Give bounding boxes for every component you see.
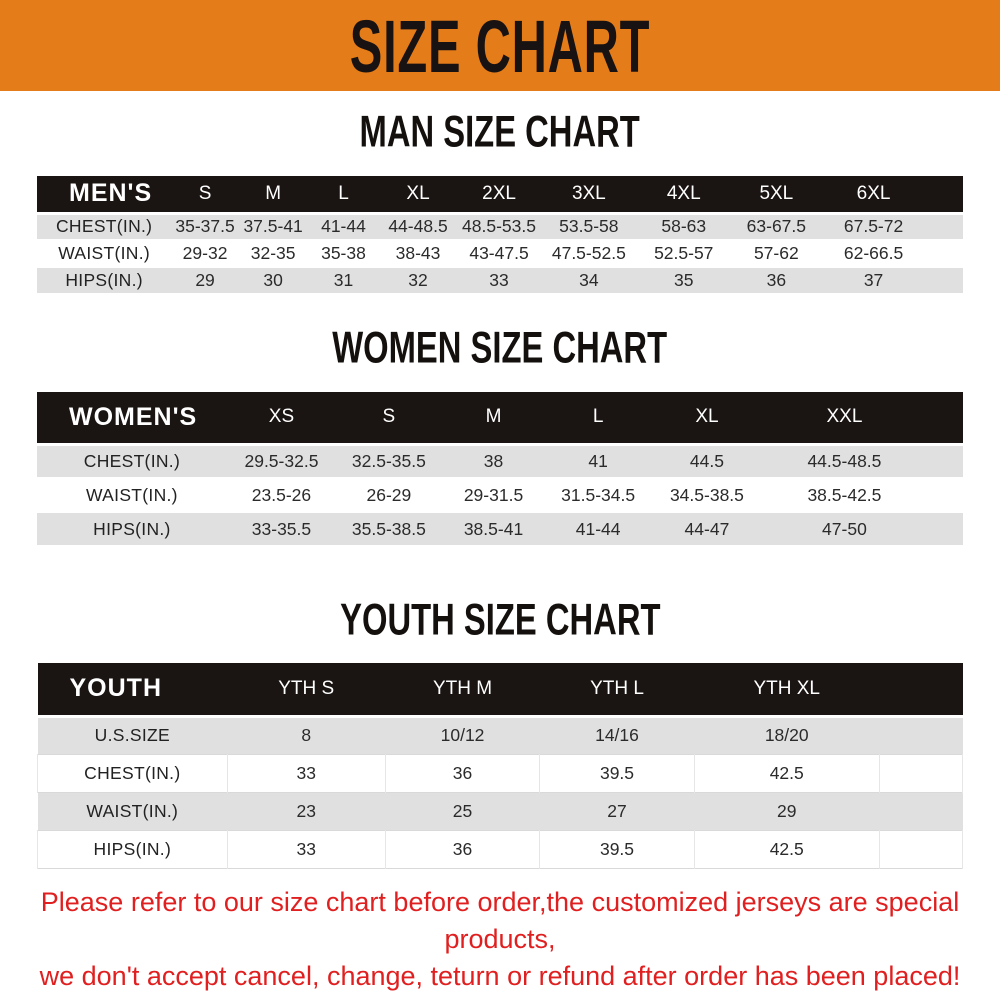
women-section-heading-text: WOMEN SIZE CHART — [332, 322, 668, 373]
youth-size-table — [37, 663, 963, 869]
spacer-cell — [926, 213, 963, 240]
size-cell: 35.5-38.5 — [351, 518, 426, 539]
size-cell: 27 — [607, 800, 627, 821]
column-header: 3XL — [571, 182, 606, 204]
youth-header-row — [38, 663, 963, 716]
size-cell: 30 — [263, 270, 283, 290]
size-cell: 33 — [227, 754, 385, 792]
size-cell: 36 — [385, 754, 539, 792]
order-policy-note — [0, 884, 1000, 995]
size-cell: 8 — [301, 725, 312, 745]
column-header: M — [485, 406, 502, 428]
size-cell: 33-35.5 — [251, 518, 312, 539]
size-cell: 29-31.5 — [463, 484, 524, 505]
order-policy-line-2: we don't accept cancel, change, teturn or refund after order has been placed! — [39, 960, 961, 991]
table-row — [37, 213, 963, 240]
spacer-cell — [879, 663, 962, 716]
size-cell: 29.5-32.5 — [244, 450, 319, 471]
size-cell: 41-44 — [321, 216, 366, 237]
row-label: CHEST(IN.) — [38, 754, 228, 792]
size-cell: 37 — [863, 270, 884, 290]
spacer-cell — [879, 830, 962, 868]
size-cell: 52.5-57 — [654, 243, 714, 263]
spacer-cell — [926, 478, 963, 512]
order-policy-line-1: Please refer to our size chart before order,the customized jerseys are special products, — [40, 886, 960, 954]
size-cell: 38.5-42.5 — [807, 484, 882, 505]
spacer-cell — [926, 512, 963, 546]
size-cell: 38.5-41 — [463, 518, 524, 539]
column-header: 6XL — [856, 182, 891, 204]
spacer-cell — [879, 792, 962, 830]
spacer-cell — [926, 444, 963, 478]
size-cell: 35 — [674, 270, 694, 290]
size-cell: 34.5-38.5 — [669, 484, 744, 505]
row-label: U.S.SIZE — [94, 725, 170, 745]
column-header: XS — [268, 406, 295, 428]
size-cell: 44-47 — [684, 518, 730, 539]
column-header: YTH S — [278, 677, 335, 699]
size-cell: 36 — [766, 270, 787, 290]
row-label: WAIST(IN.) — [86, 484, 178, 505]
size-chart-banner — [0, 0, 1000, 91]
table-row — [37, 444, 963, 478]
size-cell: 41-44 — [575, 518, 621, 539]
size-cell: 33 — [489, 270, 509, 290]
column-header: XL — [695, 406, 719, 428]
size-cell: 38-43 — [395, 243, 441, 263]
spacer-cell — [926, 176, 963, 213]
size-cell: 23.5-26 — [251, 484, 312, 505]
size-cell: 14/16 — [595, 725, 639, 745]
row-label: HIPS(IN.) — [38, 830, 228, 868]
size-cell: 35-37.5 — [175, 216, 235, 237]
table-row — [38, 754, 963, 792]
spacer-cell — [879, 716, 962, 754]
column-header: YTH M — [432, 677, 493, 699]
column-header: 5XL — [759, 182, 794, 204]
women-section-heading — [0, 322, 1000, 373]
men-size-table — [37, 176, 963, 295]
men-section-heading — [0, 106, 1000, 157]
youth-size-section — [0, 594, 1000, 869]
size-cell: 53.5-58 — [559, 216, 619, 237]
table-label: YOUTH — [69, 674, 162, 703]
size-cell: 47.5-52.5 — [551, 243, 626, 263]
row-label: HIPS(IN.) — [93, 518, 171, 539]
row-label: CHEST(IN.) — [83, 450, 181, 471]
column-header: XL — [406, 182, 430, 204]
size-cell: 32.5-35.5 — [351, 450, 426, 471]
column-header: XXL — [826, 406, 863, 428]
size-cell: 47-50 — [822, 518, 867, 539]
row-label: CHEST(IN.) — [55, 216, 153, 237]
column-header: YTH XL — [753, 677, 820, 699]
size-cell: 35-38 — [321, 243, 366, 263]
size-cell: 23 — [296, 800, 316, 821]
table-row — [38, 830, 963, 868]
spacer-cell — [926, 392, 963, 444]
size-cell: 10/12 — [440, 725, 485, 745]
column-header: YTH L — [590, 677, 644, 699]
size-cell: 37.5-41 — [243, 216, 303, 237]
size-cell: 18/20 — [764, 725, 809, 745]
size-cell: 44.5 — [689, 450, 724, 471]
size-cell: 32-35 — [250, 243, 296, 263]
size-cell: 32 — [408, 270, 428, 290]
size-cell: 34 — [579, 270, 599, 290]
youth-section-heading-text: YOUTH SIZE CHART — [339, 594, 661, 645]
size-cell: 67.5-72 — [843, 216, 904, 237]
size-cell: 33 — [227, 830, 385, 868]
size-cell: 29-32 — [182, 243, 228, 263]
size-cell: 38 — [483, 450, 504, 471]
size-cell: 25 — [452, 800, 473, 821]
table-row — [38, 792, 963, 830]
size-cell: 43-47.5 — [469, 243, 529, 263]
column-header: 4XL — [666, 182, 701, 204]
men-section-heading-text: MAN SIZE CHART — [359, 106, 641, 157]
column-header: S — [198, 182, 212, 204]
table-row — [37, 478, 963, 512]
size-cell: 39.5 — [540, 830, 694, 868]
column-header: L — [338, 182, 349, 204]
column-header: S — [382, 406, 396, 428]
spacer-cell — [926, 267, 963, 294]
size-cell: 26-29 — [366, 484, 412, 505]
size-cell: 31.5-34.5 — [561, 484, 636, 505]
table-row — [37, 512, 963, 546]
spacer-cell — [926, 240, 963, 267]
youth-section-heading — [0, 594, 1000, 645]
size-cell: 41 — [588, 450, 608, 471]
row-label: HIPS(IN.) — [65, 270, 143, 290]
women-header-row — [37, 392, 963, 444]
men-header-row — [37, 176, 963, 213]
size-cell: 29 — [777, 800, 797, 821]
table-row — [38, 716, 963, 754]
size-cell: 48.5-53.5 — [462, 216, 536, 237]
size-cell: 58-63 — [661, 216, 707, 237]
size-cell: 36 — [385, 830, 539, 868]
column-header: 2XL — [482, 182, 516, 204]
size-cell: 39.5 — [540, 754, 694, 792]
row-label: WAIST(IN.) — [86, 800, 179, 821]
size-cell: 42.5 — [694, 830, 879, 868]
size-cell: 29 — [195, 270, 215, 290]
table-label: MEN'S — [69, 179, 153, 208]
size-cell: 44-48.5 — [388, 216, 448, 237]
size-cell: 63-67.5 — [746, 216, 807, 237]
spacer-cell — [879, 754, 962, 792]
women-size-section — [0, 322, 1000, 547]
size-cell: 31 — [333, 270, 354, 290]
column-header: M — [265, 182, 282, 204]
row-label: WAIST(IN.) — [58, 243, 151, 263]
page-title: SIZE CHART — [349, 4, 651, 87]
women-size-table — [37, 392, 963, 547]
column-header: L — [592, 406, 604, 428]
men-size-section — [0, 106, 1000, 295]
size-cell: 57-62 — [753, 243, 799, 263]
size-cell: 62-66.5 — [843, 243, 904, 263]
table-label: WOMEN'S — [69, 402, 198, 431]
size-cell: 42.5 — [694, 754, 879, 792]
size-cell: 44.5-48.5 — [807, 450, 882, 471]
table-row — [37, 240, 963, 267]
table-row — [37, 267, 963, 294]
